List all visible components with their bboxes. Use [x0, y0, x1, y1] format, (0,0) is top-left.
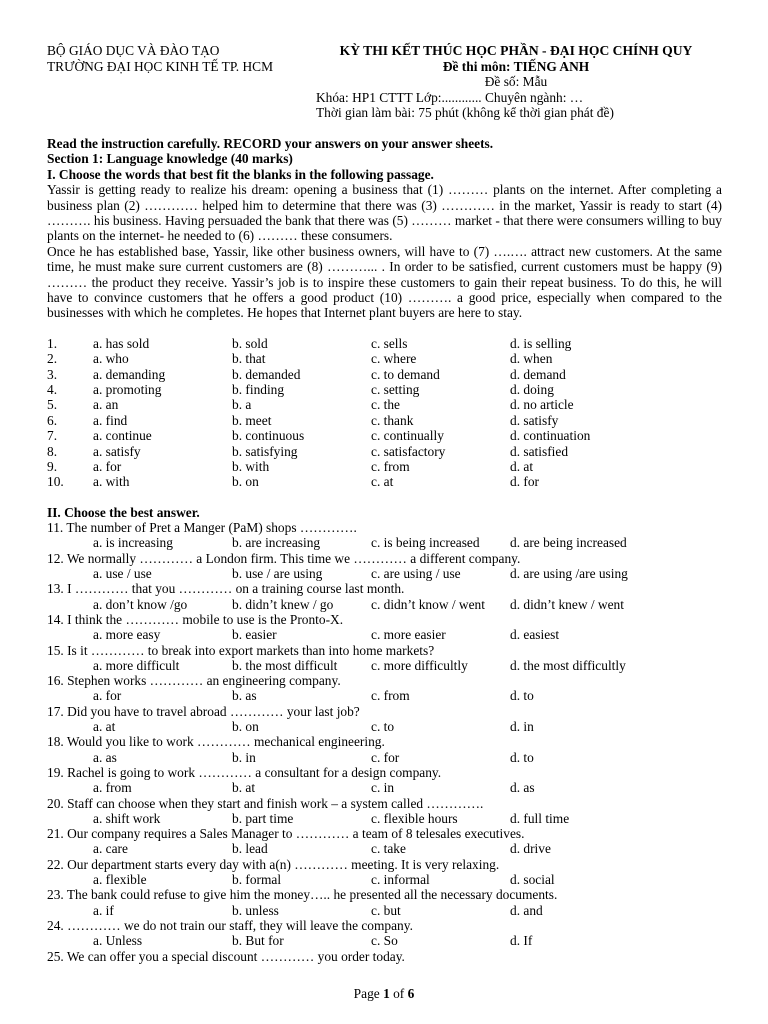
option-c: c. more easier	[371, 627, 446, 643]
institution-header	[47, 43, 273, 75]
option-b: b. at	[232, 780, 256, 796]
passage-paragraph-1: Yassir is getting ready to realize his dream: opening a business that (1) ……… plants on the internet. After completing a business plan (2) ………… helped him to determine that there was (3) ………… in the market, Yassir is ready to start (4) ………. his business. Having persuaded the bank that there was (5) ……… market - that there were consumers willing to buy plants on the internet- he needed to (6) ……… these consumers.	[47, 182, 722, 244]
question-text: 12. We normally ………… a London firm. This time we ………… a different company.	[47, 550, 521, 566]
spacer	[47, 321, 722, 336]
part1-title: I. Choose the words that best fit the blanks in the following passage.	[47, 166, 434, 182]
part2-questions	[47, 520, 722, 948]
option-c: c. flexible hours	[371, 810, 458, 826]
option-a: a. is increasing	[93, 535, 173, 551]
option-b: b. formal	[232, 872, 282, 888]
option-a: a. an	[93, 397, 119, 413]
option-d: d. doing	[510, 382, 554, 398]
option-number: 2.	[47, 351, 58, 367]
option-c: c. the	[371, 397, 400, 413]
option-b: b. unless	[232, 902, 279, 918]
option-b: b. the most difficult	[232, 657, 338, 673]
option-c: c. sells	[371, 335, 408, 351]
option-b: b. continuous	[232, 428, 305, 444]
option-c: c. informal	[371, 872, 430, 888]
question-options	[47, 688, 722, 703]
option-number: 5.	[47, 397, 58, 413]
option-c: c. where	[371, 351, 417, 367]
question-text: 23. The bank could refuse to give him the money….. he presented all the necessary documents.	[47, 887, 558, 903]
page-total: 6	[407, 986, 415, 1001]
option-row	[47, 351, 722, 366]
option-row	[47, 459, 722, 474]
option-d: d. no article	[510, 397, 574, 413]
option-row	[47, 428, 722, 443]
option-a: a. as	[93, 749, 117, 765]
course-info: Khóa: HP1 CTTT Lớp:............ Chuyên ngành: …	[316, 89, 584, 105]
option-row	[47, 336, 722, 351]
option-number: 8.	[47, 443, 58, 459]
option-number: 1.	[47, 335, 58, 351]
option-c: c. for	[371, 749, 400, 765]
option-b: b. a	[232, 397, 252, 413]
option-d: d. are being increased	[510, 535, 627, 551]
option-c: c. didn’t know / went	[371, 596, 485, 612]
option-a: a. care	[93, 841, 128, 857]
exam-title: KỲ THI KẾT THÚC HỌC PHẦN - ĐẠI HỌC CHÍNH QUY	[339, 43, 693, 58]
option-c: c. So	[371, 933, 398, 949]
option-c: c. from	[371, 688, 410, 704]
option-d: d. didn’t knew / went	[510, 596, 624, 612]
question-text: 18. Would you like to work ………… mechanical engineering.	[47, 734, 385, 750]
option-a: a. shift work	[93, 810, 161, 826]
question-options	[47, 627, 722, 642]
part1-options	[47, 336, 722, 490]
option-row	[47, 413, 722, 428]
option-a: a. with	[93, 474, 130, 490]
option-c: c. to	[371, 719, 395, 735]
option-a: a. flexible	[93, 872, 147, 888]
question-options	[47, 535, 722, 550]
question-text: 13. I ………… that you ………… on a training course last month.	[47, 581, 405, 597]
option-c: c. to demand	[371, 366, 440, 382]
option-a: a. satisfy	[93, 443, 141, 459]
passage-paragraph-2: Once he has established base, Yassir, like other business owners, will have to (7) ….…. attract new customers. At the same time, he must make sure current customers are (8) ………... . In order to be satisfied, current customers must be happy (9) ……… the product they receive. Yassir’s job is to inspire these customers to gain their repeat business. To do this, he will have to convince customers that he offers a good product (10) ………. a good price, especially when compared to the businesses with which he completes. He hopes that Internet plant buyers are here to stay.	[47, 243, 722, 321]
question-text: 21. Our company requires a Sales Manager to ………… a team of 8 telesales executives.	[47, 826, 525, 842]
question-text: 16. Stephen works ………… an engineering company.	[47, 673, 341, 689]
option-a: a. more difficult	[93, 657, 180, 673]
option-a: a. has sold	[93, 335, 150, 351]
option-b: b. finding	[232, 382, 285, 398]
option-c: c. satisfactory	[371, 443, 446, 459]
ministry-name: BỘ GIÁO DỤC VÀ ĐÀO TẠO	[47, 43, 220, 58]
option-d: d. drive	[510, 841, 551, 857]
option-d: d. social	[510, 872, 555, 888]
option-d: d. easiest	[510, 627, 560, 643]
question-text: 24. ………… we do not train our staff, they will leave the company.	[47, 917, 413, 933]
option-c: c. from	[371, 459, 410, 474]
option-row	[47, 474, 722, 489]
option-a: a. more easy	[93, 627, 161, 643]
option-d: d. for	[510, 474, 540, 490]
question-options	[47, 597, 722, 612]
question-text: 20. Staff can choose when they start and finish work – a system called ………….	[47, 795, 484, 811]
option-b: b. as	[232, 688, 257, 704]
option-row	[47, 397, 722, 412]
spacer	[47, 490, 722, 505]
option-b: b. easier	[232, 627, 277, 643]
option-a: a. who	[93, 351, 129, 367]
option-a: a. continue	[93, 428, 152, 444]
option-d: d. in	[510, 719, 534, 735]
option-b: b. demanded	[232, 366, 301, 382]
option-d: d. is selling	[510, 335, 572, 351]
part2-title: II. Choose the best answer.	[47, 504, 200, 520]
option-row	[47, 367, 722, 382]
option-c: c. take	[371, 841, 406, 857]
question-options	[47, 658, 722, 673]
option-b: b. on	[232, 474, 259, 490]
exam-code: Đề số: Mẫu	[484, 74, 548, 89]
option-c: c. setting	[371, 382, 420, 398]
option-c: c. but	[371, 902, 401, 918]
section1-title: Section 1: Language knowledge (40 marks)	[47, 151, 293, 167]
option-d: d. If	[510, 933, 533, 949]
option-number: 7.	[47, 428, 58, 444]
option-d: d. at	[510, 459, 534, 474]
option-c: c. continually	[371, 428, 444, 444]
question-options	[47, 780, 722, 795]
option-c: c. more difficultly	[371, 657, 468, 673]
option-a: a. demanding	[93, 366, 166, 382]
option-d: d. satisfy	[510, 412, 559, 428]
question-text: 15. Is it ………… to break into export markets than into home markets?	[47, 642, 435, 658]
option-b: b. satisfying	[232, 443, 298, 459]
option-b: b. use / are using	[232, 566, 323, 582]
option-c: c. in	[371, 780, 395, 796]
option-row	[47, 444, 722, 459]
option-a: a. don’t know /go	[93, 596, 188, 612]
option-d: d. demand	[510, 366, 566, 382]
option-d: d. to	[510, 749, 534, 765]
question-text: 17. Did you have to travel abroad ………… your last job?	[47, 703, 360, 719]
question-text: 11. The number of Pret a Manger (PaM) shops ………….	[47, 520, 357, 536]
exam-subject: Đề thi môn: TIẾNG ANH	[442, 58, 590, 74]
page-footer	[0, 986, 768, 1002]
option-row	[47, 382, 722, 397]
page-number: 1	[383, 986, 390, 1001]
option-d: d. satisfied	[510, 443, 569, 459]
option-c: c. at	[371, 474, 394, 490]
option-a: a. at	[93, 719, 116, 735]
option-number: 10.	[47, 474, 64, 490]
option-d: d. as	[510, 780, 535, 796]
question-options	[47, 933, 722, 948]
question-options	[47, 811, 722, 826]
question-text: 14. I think the ………… mobile to use is the Pronto-X.	[47, 611, 344, 627]
option-d: d. to	[510, 688, 534, 704]
option-d: d. continuation	[510, 428, 591, 444]
option-c: c. are using / use	[371, 566, 461, 582]
option-d: d. are using /are using	[510, 566, 628, 582]
option-a: a. from	[93, 780, 132, 796]
option-d: d. when	[510, 351, 553, 367]
option-b: b. lead	[232, 841, 268, 857]
option-b: b. in	[232, 749, 256, 765]
option-d: d. and	[510, 902, 543, 918]
question-options	[47, 566, 722, 581]
question-text: 22. Our department starts every day with a(n) ………… meeting. It is very relaxing.	[47, 856, 500, 872]
option-b: b. part time	[232, 810, 294, 826]
question-25: 25. We can offer you a special discount ………… you order today.	[47, 948, 405, 964]
option-c: c. thank	[371, 412, 414, 428]
option-b: b. are increasing	[232, 535, 321, 551]
question-text: 19. Rachel is going to work ………… a consultant for a design company.	[47, 764, 442, 780]
option-a: a. for	[93, 688, 122, 704]
option-number: 6.	[47, 412, 58, 428]
option-number: 4.	[47, 382, 58, 398]
option-b: b. But for	[232, 933, 284, 949]
question-options	[47, 872, 722, 887]
question-options	[47, 719, 722, 734]
option-a: a. promoting	[93, 382, 162, 398]
page-word: Page	[353, 986, 384, 1001]
time-limit: Thời gian làm bài: 75 phút (không kể thời gian phát đề)	[316, 105, 614, 120]
question-options	[47, 841, 722, 856]
option-c: c. is being increased	[371, 535, 480, 551]
option-b: b. on	[232, 719, 259, 735]
option-d: d. the most difficultly	[510, 657, 626, 673]
option-a: a. if	[93, 902, 114, 918]
instruction: Read the instruction carefully. RECORD your answers on your answer sheets.	[47, 136, 494, 151]
option-a: a. for	[93, 459, 122, 474]
option-a: a. Unless	[93, 933, 143, 949]
of-word: of	[389, 986, 408, 1001]
university-name: TRƯỜNG ĐẠI HỌC KINH TẾ TP. HCM	[47, 59, 274, 74]
exam-body	[47, 136, 722, 964]
question-options	[47, 903, 722, 918]
option-a: a. use / use	[93, 566, 152, 582]
option-b: b. didn’t knew / go	[232, 596, 334, 612]
option-b: b. that	[232, 351, 266, 367]
option-d: d. full time	[510, 810, 570, 826]
option-b: b. sold	[232, 335, 268, 351]
exam-header	[300, 43, 732, 121]
option-b: b. meet	[232, 412, 272, 428]
option-b: b. with	[232, 459, 270, 474]
option-number: 3.	[47, 366, 58, 382]
option-number: 9.	[47, 459, 58, 474]
option-a: a. find	[93, 412, 128, 428]
question-options	[47, 750, 722, 765]
